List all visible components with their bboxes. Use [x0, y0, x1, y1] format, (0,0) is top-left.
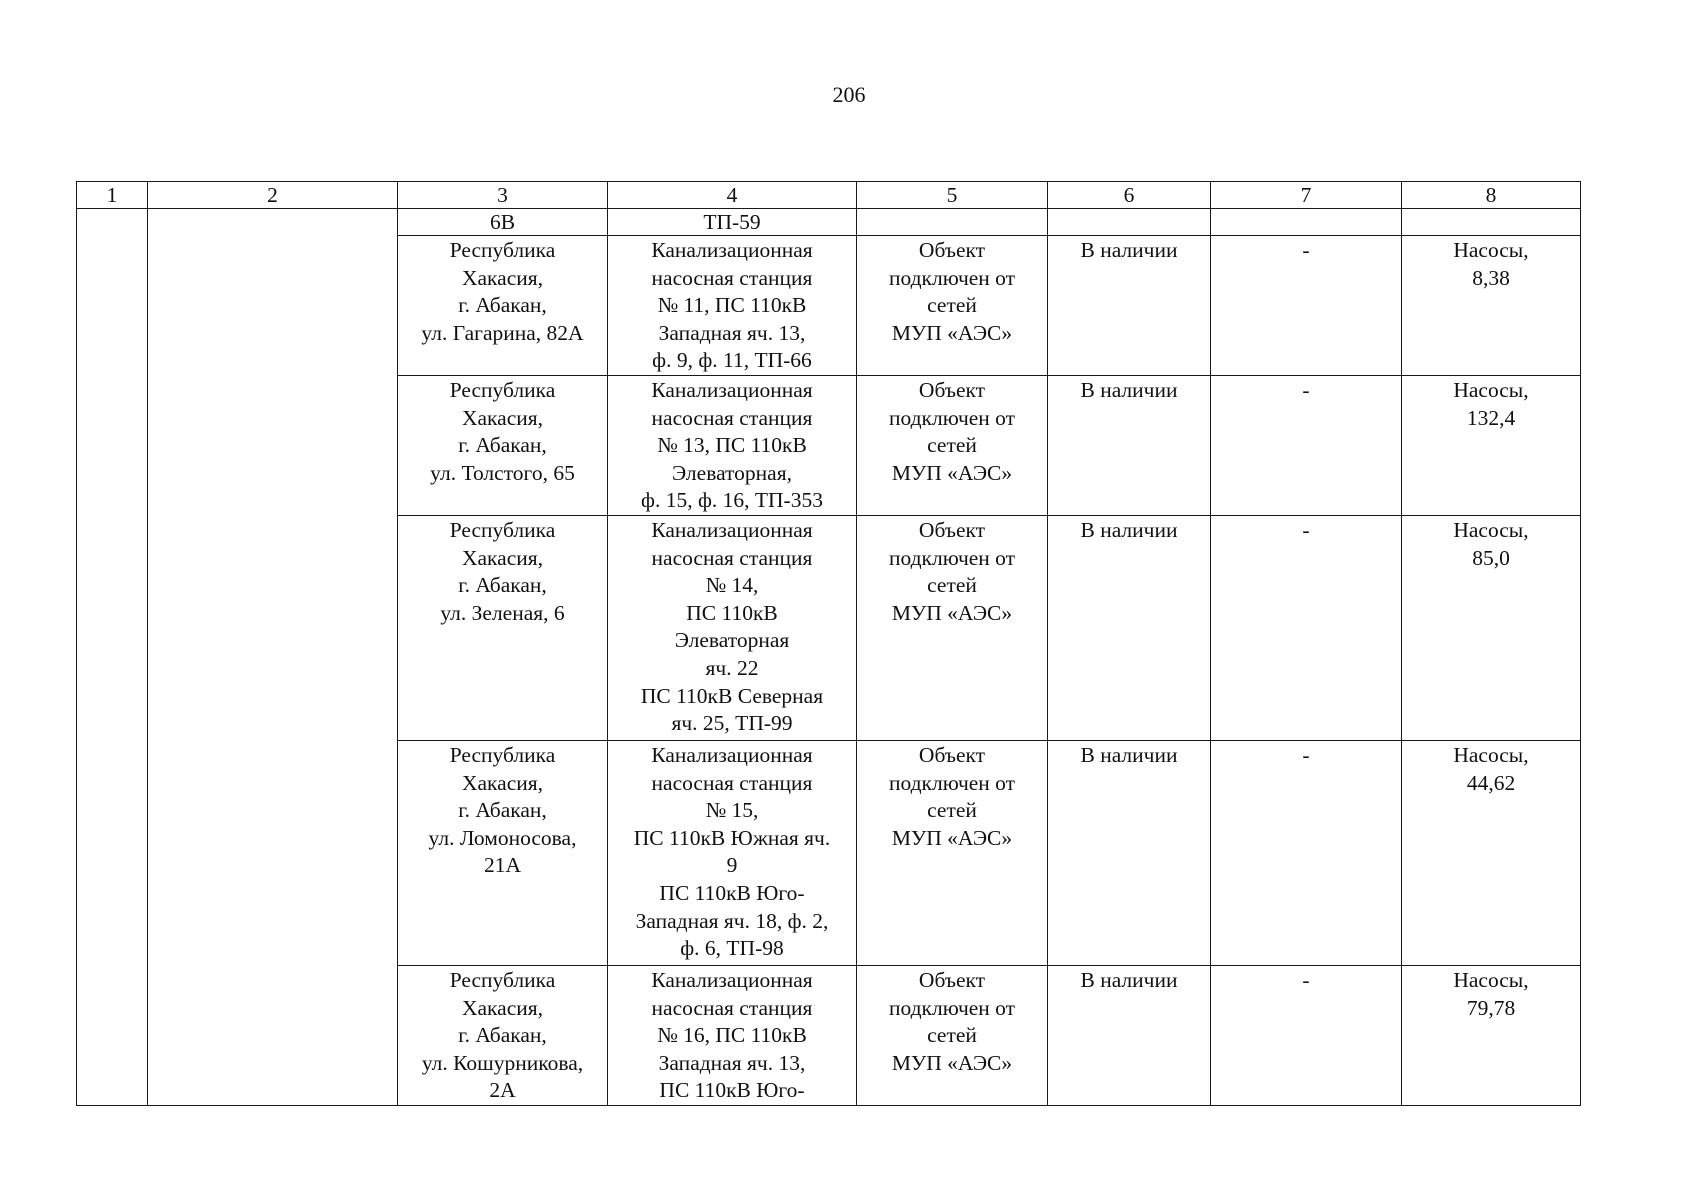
availability-cell	[1048, 209, 1211, 236]
object-cell: Канализационная насосная станция № 15, ПС 110кВ Южная яч. 9 ПС 110кВ Юго- Западная яч. 18, ф. 2, ф. 6, ТП-98	[608, 741, 857, 966]
object-cell: Канализационная насосная станция № 14, ПС 110кВ Элеваторная яч. 22 ПС 110кВ Северная яч. 25, ТП-99	[608, 516, 857, 741]
connection-cell: Объект подключен от сетей МУП «АЭС»	[857, 236, 1048, 376]
column-1-cell	[77, 209, 148, 1106]
load-cell	[1402, 209, 1581, 236]
load-cell: Насосы, 132,4	[1402, 376, 1581, 516]
address-cell: Республика Хакасия, г. Абакан, ул. Толстого, 65	[398, 376, 608, 516]
column-header: 1	[77, 182, 148, 209]
address-cell: Республика Хакасия, г. Абакан, ул. Гагарина, 82А	[398, 236, 608, 376]
address-cell: Республика Хакасия, г. Абакан, ул. Кошурникова, 2А	[398, 966, 608, 1106]
object-cell: Канализационная насосная станция № 13, ПС 110кВ Элеваторная, ф. 15, ф. 16, ТП-353	[608, 376, 857, 516]
connection-cell: Объект подключен от сетей МУП «АЭС»	[857, 376, 1048, 516]
address-cell: Республика Хакасия, г. Абакан, ул. Ломоносова, 21А	[398, 741, 608, 966]
header-row	[77, 182, 1581, 209]
column-header: 5	[857, 182, 1048, 209]
table-row	[77, 209, 1581, 236]
column-7-cell: -	[1211, 741, 1402, 966]
column-7-cell: -	[1211, 516, 1402, 741]
column-7-cell: -	[1211, 966, 1402, 1106]
connection-cell: Объект подключен от сетей МУП «АЭС»	[857, 966, 1048, 1106]
address-cell: Республика Хакасия, г. Абакан, ул. Зеленая, 6	[398, 516, 608, 741]
connection-cell	[857, 209, 1048, 236]
page-number: 206	[832, 82, 866, 107]
facilities-table	[76, 181, 1581, 1106]
availability-cell: В наличии	[1048, 236, 1211, 376]
column-header: 2	[148, 182, 398, 209]
availability-cell: В наличии	[1048, 966, 1211, 1106]
load-cell: Насосы, 44,62	[1402, 741, 1581, 966]
load-cell: Насосы, 8,38	[1402, 236, 1581, 376]
column-header: 3	[398, 182, 608, 209]
availability-cell: В наличии	[1048, 516, 1211, 741]
object-cell: Канализационная насосная станция № 16, ПС 110кВ Западная яч. 13, ПС 110кВ Юго-	[608, 966, 857, 1106]
column-7-cell: -	[1211, 376, 1402, 516]
column-header: 7	[1211, 182, 1402, 209]
object-cell: ТП-59	[608, 209, 857, 236]
column-7-cell: -	[1211, 236, 1402, 376]
column-header: 6	[1048, 182, 1211, 209]
availability-cell: В наличии	[1048, 741, 1211, 966]
availability-cell: В наличии	[1048, 376, 1211, 516]
address-cell: 6В	[398, 209, 608, 236]
column-7-cell	[1211, 209, 1402, 236]
column-header: 4	[608, 182, 857, 209]
column-2-cell	[148, 209, 398, 1106]
column-header: 8	[1402, 182, 1581, 209]
load-cell: Насосы, 79,78	[1402, 966, 1581, 1106]
load-cell: Насосы, 85,0	[1402, 516, 1581, 741]
connection-cell: Объект подключен от сетей МУП «АЭС»	[857, 516, 1048, 741]
object-cell: Канализационная насосная станция № 11, ПС 110кВ Западная яч. 13, ф. 9, ф. 11, ТП-66	[608, 236, 857, 376]
connection-cell: Объект подключен от сетей МУП «АЭС»	[857, 741, 1048, 966]
